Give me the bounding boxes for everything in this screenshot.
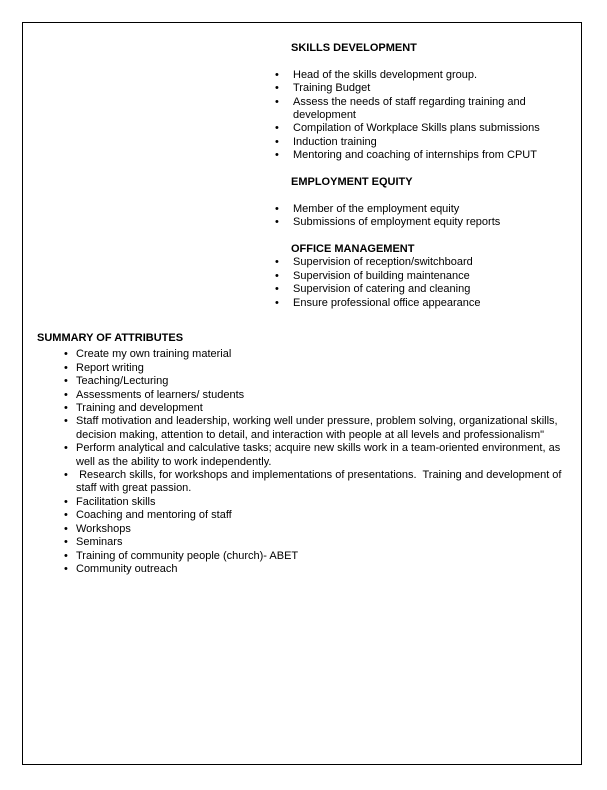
list-item-text: Assess the needs of staff regarding training and development <box>293 95 529 122</box>
list-item-text: Seminars <box>76 536 123 549</box>
bullet-icon: • <box>64 415 68 428</box>
bullet-icon: • <box>64 348 68 361</box>
list-item <box>64 550 572 563</box>
bullet-icon: • <box>64 495 68 508</box>
list-item-text: Mentoring and coaching of internships from CPUT <box>293 149 537 162</box>
bullet-icon: • <box>64 536 68 549</box>
bullet-icon: • <box>64 562 68 575</box>
bullet-icon: • <box>64 361 68 374</box>
bullet-icon: • <box>275 82 279 95</box>
bullet-icon: • <box>275 135 279 148</box>
list-item <box>64 375 572 388</box>
list-item <box>275 96 557 123</box>
list-item <box>275 270 557 283</box>
list-item <box>275 136 557 149</box>
list-item <box>275 82 557 95</box>
list-item-text: Perform analytical and calculative tasks; acquire new skills work in a team-oriented environment, as well as the ability to work independently. <box>76 442 564 468</box>
list-item-text: Head of the skills development group. <box>293 68 478 81</box>
list-item <box>64 442 572 469</box>
list-item <box>64 509 572 522</box>
employment-equity-list <box>275 203 557 230</box>
list-item <box>64 523 572 536</box>
list-item <box>275 69 557 82</box>
list-item <box>64 496 572 509</box>
list-item-text: Training Budget <box>293 82 371 95</box>
list-item <box>275 216 557 229</box>
list-item-text: Teaching/Lecturing <box>76 375 169 388</box>
bullet-icon: • <box>275 296 279 309</box>
summary-of-attributes-list <box>64 348 572 576</box>
office-management-list <box>275 256 557 310</box>
list-item <box>64 563 572 576</box>
list-item <box>64 389 572 402</box>
list-item-text: Community outreach <box>76 562 178 575</box>
right-column <box>275 42 557 310</box>
list-item <box>64 362 572 375</box>
list-item-text: Member of the employment equity <box>293 202 460 215</box>
blank-line <box>275 230 557 243</box>
list-item-text: Induction training <box>293 135 377 148</box>
list-item <box>275 203 557 216</box>
summary-section <box>37 332 571 576</box>
bullet-icon: • <box>275 202 279 215</box>
bullet-icon: • <box>275 149 279 162</box>
list-item-text: Supervision of reception/switchboard <box>293 256 473 269</box>
list-item-text: Ensure professional office appearance <box>293 296 481 309</box>
bullet-icon: • <box>64 388 68 401</box>
list-item-text: Training of community people (church)- ABET <box>76 549 299 562</box>
bullet-icon: • <box>275 68 279 81</box>
list-item-text: Create my own training material <box>76 348 232 361</box>
list-item-text: Assessments of learners/ students <box>76 388 245 401</box>
bullet-icon: • <box>275 256 279 269</box>
section-heading-employment-equity: EMPLOYMENT EQUITY <box>291 176 413 189</box>
bullet-icon: • <box>275 122 279 135</box>
list-item-text: Facilitation skills <box>76 495 156 508</box>
list-item-text: Supervision of catering and cleaning <box>293 283 471 296</box>
list-item <box>64 348 572 361</box>
bullet-icon: • <box>64 402 68 415</box>
list-item-text: Coaching and mentoring of staff <box>76 509 232 522</box>
list-item-text: Submissions of employment equity reports <box>293 216 501 229</box>
bullet-icon: • <box>64 522 68 535</box>
blank-line <box>275 55 557 68</box>
blank-line <box>275 163 557 176</box>
list-item <box>64 402 572 415</box>
list-item-text: Supervision of building maintenance <box>293 269 470 282</box>
bullet-icon: • <box>275 95 279 108</box>
list-item-text: Research skills, for workshops and implementations of presentations. Training and development of staff with great passion. <box>76 469 565 495</box>
skills-development-list <box>275 69 557 163</box>
list-item <box>275 297 557 310</box>
list-item-text: Report writing <box>76 361 144 374</box>
bullet-icon: • <box>275 283 279 296</box>
list-item <box>275 256 557 269</box>
bullet-icon: • <box>64 509 68 522</box>
list-item-text: Training and development <box>76 402 203 415</box>
list-item <box>275 283 557 296</box>
list-item <box>64 469 572 496</box>
list-item <box>275 149 557 162</box>
list-item-text: Staff motivation and leadership, working well under pressure, problem solving, organizational skills, decision making, attention to detail, and interaction with people at all levels and professionalism" <box>76 415 561 441</box>
list-item <box>64 536 572 549</box>
list-item-text: Workshops <box>76 522 131 535</box>
list-item <box>275 122 557 135</box>
bullet-icon: • <box>275 216 279 229</box>
section-heading-summary-of-attributes: SUMMARY OF ATTRIBUTES <box>37 332 184 344</box>
list-item <box>64 415 572 442</box>
bullet-icon: • <box>64 375 68 388</box>
bullet-icon: • <box>64 549 68 562</box>
bullet-icon: • <box>64 469 68 482</box>
document-page <box>22 22 582 765</box>
list-item-text: Compilation of Workplace Skills plans submissions <box>293 122 540 135</box>
blank-line <box>275 189 557 202</box>
bullet-icon: • <box>275 269 279 282</box>
section-heading-office-management: OFFICE MANAGEMENT <box>291 243 415 256</box>
section-heading-skills-development: SKILLS DEVELOPMENT <box>291 42 417 54</box>
bullet-icon: • <box>64 442 68 455</box>
